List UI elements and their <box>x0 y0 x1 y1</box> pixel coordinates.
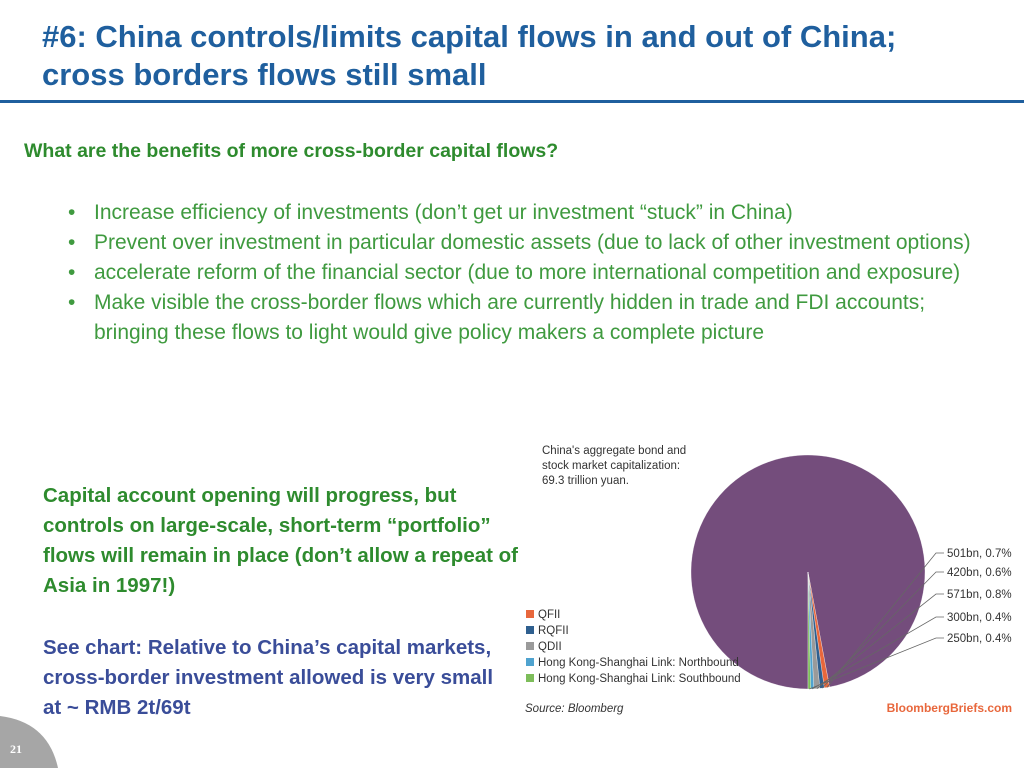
bullet-icon: • <box>68 261 76 284</box>
capital-account-note: Capital account opening will progress, but controls on large-scale, short-term “portfolio” flows will remain in place (don’t allow a repeat of Asia in 1997!) <box>43 484 519 597</box>
legend-label: RQFII <box>538 625 569 637</box>
legend-swatch <box>526 658 534 666</box>
bullet-icon: • <box>68 291 76 314</box>
slide-title-line-1: #6: China controls/limits capital flows in and out of China; <box>42 19 897 54</box>
chart-title-line: stock market capitalization: <box>542 460 681 472</box>
benefit-item <box>68 288 1003 348</box>
slice-data-label: 250bn, 0.4% <box>947 633 1012 645</box>
benefit-text: accelerate reform of the financial sector (due to more international competition and exposure) <box>94 261 961 284</box>
benefit-text: Make visible the cross-border flows which are currently hidden in trade and FDI accounts; bringing these flows to light would give policy makers a complete picture <box>94 291 926 344</box>
legend-swatch <box>526 642 534 650</box>
chart-title-line: 69.3 trillion yuan. <box>542 475 629 487</box>
page-number: 21 <box>10 742 22 756</box>
slide-title <box>42 18 1002 94</box>
legend-label: QDII <box>538 641 562 653</box>
benefit-item <box>68 228 1003 258</box>
see-chart-note: See chart: Relative to China’s capital markets, cross-border investment allowed is very small at ~ RMB 2t/69t <box>43 636 494 719</box>
title-divider <box>0 100 1024 103</box>
slice-data-label: 571bn, 0.8% <box>947 589 1012 601</box>
capitalization-pie-chart <box>518 429 1023 720</box>
benefits-question: What are the benefits of more cross-border capital flows? <box>24 140 559 162</box>
legend-label: Hong Kong-Shanghai Link: Southbound <box>538 673 741 685</box>
legend-swatch <box>526 674 534 682</box>
bullet-icon: • <box>68 201 76 224</box>
slice-data-label: 300bn, 0.4% <box>947 612 1012 624</box>
bullet-icon: • <box>68 231 76 254</box>
legend-swatch <box>526 610 534 618</box>
benefit-item <box>68 258 1003 288</box>
benefits-list <box>68 198 1003 348</box>
slide-title-line-2: cross borders flows still small <box>42 57 487 92</box>
chart-title-line: China's aggregate bond and <box>542 445 687 457</box>
pie-slices <box>691 455 925 689</box>
benefit-text: Prevent over investment in particular domestic assets (due to lack of other investment options) <box>94 231 971 254</box>
legend-label: Hong Kong-Shanghai Link: Northbound <box>538 657 739 669</box>
corner-shape <box>0 716 58 768</box>
legend-swatch <box>526 626 534 634</box>
slice-data-label: 420bn, 0.6% <box>947 567 1012 579</box>
benefit-text: Increase efficiency of investments (don’t get ur investment “stuck” in China) <box>94 201 793 224</box>
benefit-item <box>68 198 1003 228</box>
page-number-corner <box>0 716 60 768</box>
bloomberg-brand: BloombergBriefs.com <box>886 701 1012 715</box>
chart-source: Source: Bloomberg <box>525 703 624 715</box>
legend-label: QFII <box>538 609 561 621</box>
slice-data-label: 501bn, 0.7% <box>947 548 1012 560</box>
